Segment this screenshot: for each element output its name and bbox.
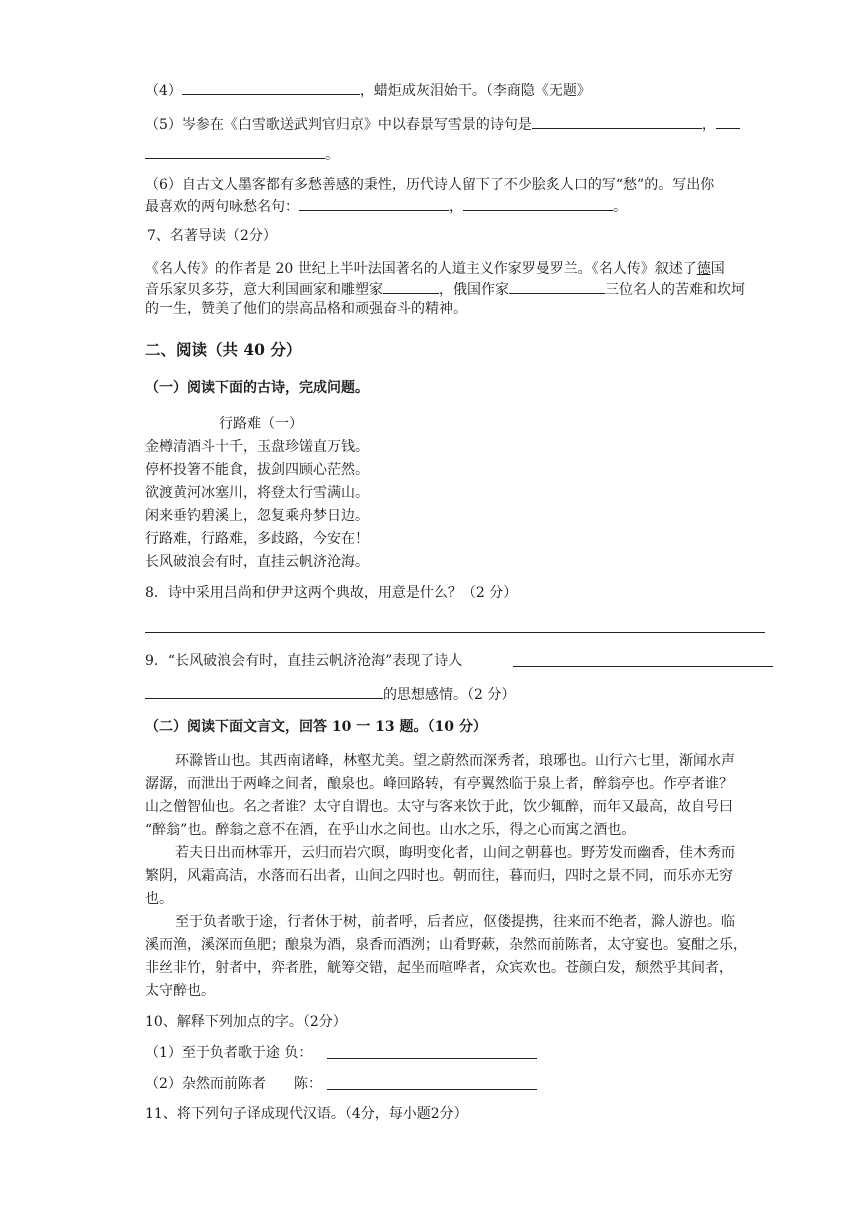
q9-prompt-cont	[145, 684, 515, 705]
q10-2-answer-blank[interactable]	[327, 1089, 537, 1090]
q7-line2	[145, 279, 745, 300]
q10-item-2-label: 陈：	[294, 1076, 322, 1092]
prose-line: 至于负者歌于途，行者休于树，前者呼，后者应，伛偻提携，往来而不绝者，滁人游也。临	[175, 914, 735, 930]
prose-line: 溪而渔，溪深而鱼肥；酿泉为酒，泉香而酒洌；山肴野蔌，杂然而前陈者，太守宴也。宴酣之乐，	[145, 937, 747, 953]
answer-blank[interactable]	[532, 114, 702, 129]
prose-line: 也。	[145, 891, 173, 907]
prose-line: “醉翁”也。醉翁之意不在酒，在乎山水之间也。山水之乐，得之心而寓之酒也。	[145, 822, 636, 838]
section-title: 二、阅读（共 40 分）	[145, 340, 302, 359]
q7-line1	[145, 259, 725, 279]
q6-item-4	[145, 80, 591, 101]
item-number: （4）	[145, 83, 182, 99]
text: 国	[710, 261, 725, 277]
poem-title: 行路难（一）	[219, 416, 303, 432]
answer-blank[interactable]	[463, 196, 613, 211]
poem-line: 长风破浪会有时，直挂云帆济沧海。	[145, 554, 369, 570]
q6-item-6-line2	[145, 196, 627, 217]
answer-blank[interactable]	[509, 279, 605, 294]
text: （2）杂然而前陈者	[145, 1076, 266, 1092]
answer-blank[interactable]	[716, 114, 740, 129]
q8-prompt: 8．诗中采用吕尚和伊尹这两个典故，用意是什么？（2 分）	[145, 585, 518, 601]
prose-line: 环滁皆山也。其西南诸峰，林壑尤美。望之蔚然而深秀者，琅琊也。山行六七里，渐闻水声	[175, 753, 735, 769]
text: 三位名人的苦难和坎坷	[605, 282, 745, 298]
answer-blank[interactable]	[145, 144, 325, 159]
q10-prompt: 10、解释下列加点的字。（2分）	[145, 1014, 347, 1030]
q7-line3: 的一生，赞美了他们的崇高品格和顽强奋斗的精神。	[145, 301, 467, 317]
part1-heading: （一）阅读下面的古诗，完成问题。	[145, 380, 369, 396]
underlined-char: 德	[696, 261, 711, 277]
answer-blank[interactable]	[182, 80, 360, 95]
prose-line: 若夫日出而林霏开，云归而岩穴暝，晦明变化者，山间之朝暮也。野芳发而幽香，佳木秀而	[175, 845, 735, 861]
answer-blank[interactable]	[383, 279, 439, 294]
prose-line: 太守醉也。	[145, 983, 215, 999]
item-text: 最喜欢的两句咏愁名句：	[145, 199, 299, 215]
q7-title: 7、名著导读（2分）	[147, 228, 277, 244]
comma: ，	[449, 199, 463, 215]
q10-item-1	[145, 1043, 312, 1063]
q11-prompt: 11、将下列句子译成现代汉语。（4分，每小题2分）	[145, 1106, 468, 1122]
q6-item-5	[145, 114, 740, 135]
q9-prompt	[145, 651, 462, 671]
q8-answer-line[interactable]	[145, 632, 765, 633]
item-text: ，蜡炬成灰泪始干。（李商隐《无题》	[359, 83, 591, 99]
prose-line: 繁阴，风霜高洁，水落而石出者，山间之四时也。朝而往，暮而归，四时之景不同，而乐亦无穷	[145, 868, 733, 884]
q10-1-answer-blank[interactable]	[327, 1058, 537, 1059]
prose-line: 山之僧智仙也。名之者谁？太守自谓也。太守与客来饮于此，饮少辄醉，而年又最高，故自号曰	[145, 799, 733, 815]
poem-line: 停杯投箸不能食，拔剑四顾心茫然。	[145, 462, 369, 478]
period: 。	[613, 199, 627, 215]
part2-heading: （二）阅读下面文言文，回答 10 一 13 题。（10 分）	[145, 719, 487, 735]
poem-line: 金樽清酒斗十千，玉盘珍馐直万钱。	[145, 439, 369, 455]
text: 9．“长风破浪会有时，直挂云帆济沧海”表现了诗人	[145, 653, 463, 669]
prose-line: 非丝非竹，射者中，弈者胜，觥筹交错，起坐而喧哗者，众宾欢也。苍颜白发，颓然乎其间者，	[145, 960, 733, 976]
prose-line: 潺潺，而泄出于两峰之间者，酿泉也。峰回路转，有亭翼然临于泉上者，醉翁亭也。作亭者谁？	[145, 776, 733, 792]
text: 《名人传》的作者是 20 世纪上半叶法国著名的人道主义作家罗曼罗兰。《名人传》叙述了	[145, 261, 697, 277]
period: 。	[325, 147, 339, 163]
poem-line: 闲来垂钓碧溪上，忽复乘舟梦日边。	[145, 508, 369, 524]
text: （1）至于负者歌于途 负：	[145, 1045, 313, 1061]
q10-item-2	[145, 1074, 266, 1094]
item-text: （5）岑参在《白雪歌送武判官归京》中以春景写雪景的诗句是	[145, 117, 532, 133]
poem-line: 欲渡黄河冰塞川，将登太行雪满山。	[145, 485, 369, 501]
text: ，俄国作家	[439, 282, 509, 298]
q9-answer-blank[interactable]	[513, 666, 773, 667]
text: 音乐家贝多芬，意大利国画家和雕塑家	[145, 282, 383, 298]
q6-item-6-line1: （6）自古文人墨客都有多愁善感的秉性，历代诗人留下了不少脍炙人口的写“愁”的。写出你	[145, 177, 715, 193]
answer-blank[interactable]	[299, 196, 449, 211]
comma: ，	[701, 117, 716, 133]
text: 的思想感情。（2 分）	[383, 687, 516, 703]
poem-line: 行路难，行路难，多歧路，今安在！	[145, 531, 369, 547]
q6-item-5-cont	[145, 144, 339, 165]
answer-blank[interactable]	[145, 684, 383, 699]
